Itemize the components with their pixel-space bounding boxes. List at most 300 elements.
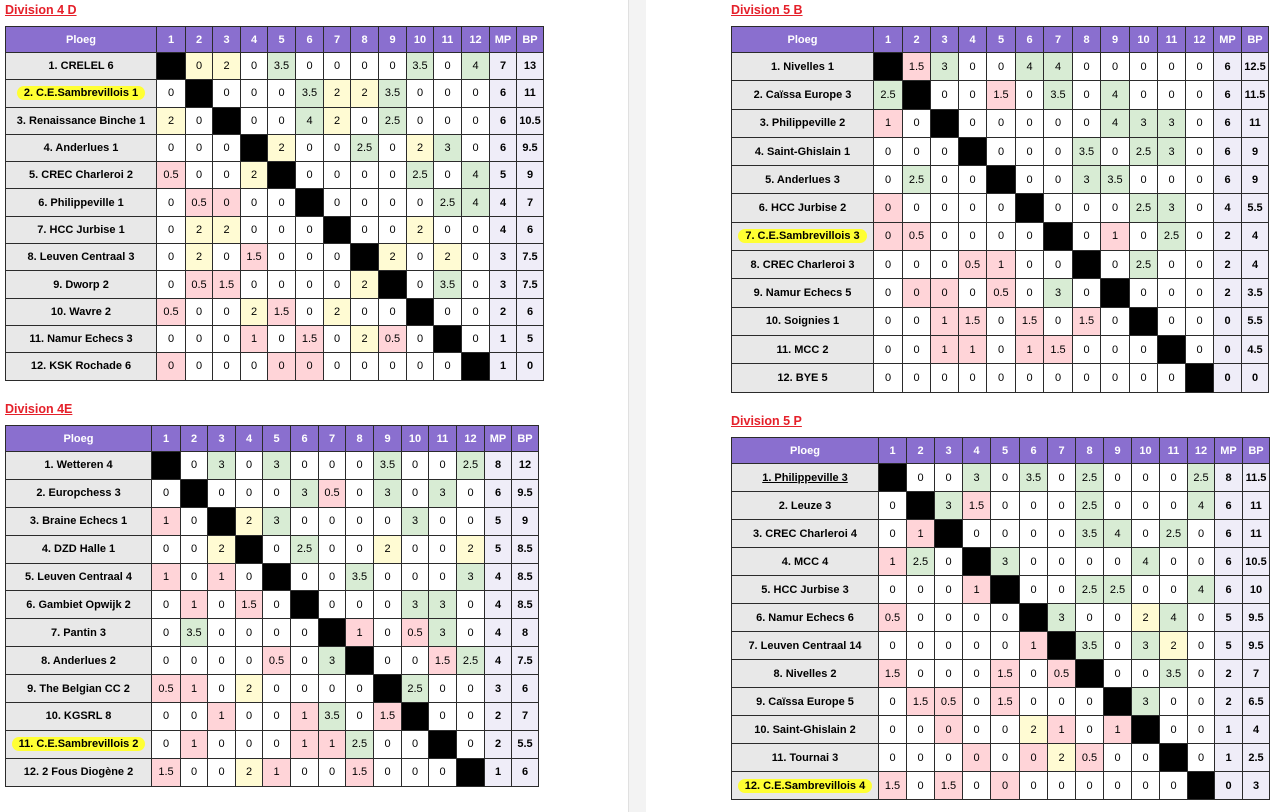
- score-cell: 3: [1130, 109, 1158, 137]
- self-match-cell: [291, 591, 319, 619]
- score-cell: 0: [907, 632, 935, 660]
- match-points-cell: 6: [490, 107, 517, 134]
- score-cell: 0: [263, 730, 291, 758]
- team-cell: [732, 632, 879, 660]
- score-cell: 0: [241, 271, 268, 298]
- score-cell: 0: [213, 134, 241, 161]
- score-cell: 0: [1048, 772, 1076, 800]
- score-cell: 0: [963, 744, 991, 772]
- team-name: 2. Europchess 3: [36, 487, 121, 500]
- header-round-8: 8: [1076, 438, 1104, 464]
- score-cell: 1.5: [903, 53, 931, 81]
- header-round-6: 6: [291, 426, 319, 452]
- team-cell: [6, 479, 152, 507]
- score-cell: 3: [291, 479, 319, 507]
- score-cell: 0: [959, 222, 987, 250]
- team-name: 12. BYE 5: [777, 371, 828, 384]
- score-cell: 2.5: [457, 647, 485, 675]
- score-cell: 0: [457, 591, 485, 619]
- score-cell: 1: [959, 335, 987, 363]
- match-points-cell: 6: [1215, 576, 1243, 604]
- score-cell: 0: [907, 660, 935, 688]
- score-cell: 0: [1020, 492, 1048, 520]
- score-cell: 1: [963, 576, 991, 604]
- team-name: 12. 2 Fous Diogène 2: [23, 766, 134, 779]
- score-cell: 2: [351, 271, 379, 298]
- score-cell: 0: [457, 730, 485, 758]
- score-cell: 0: [935, 464, 963, 492]
- table-row: [6, 80, 544, 107]
- score-cell: 0: [213, 80, 241, 107]
- match-points-cell: 2: [1214, 279, 1242, 307]
- score-cell: 0: [1132, 520, 1160, 548]
- score-cell: 3: [429, 591, 457, 619]
- score-cell: 0: [1160, 492, 1188, 520]
- score-cell: 0: [1073, 81, 1101, 109]
- score-cell: 0: [1158, 166, 1186, 194]
- score-cell: 0: [1160, 576, 1188, 604]
- score-cell: 0: [324, 162, 351, 189]
- score-cell: 0: [241, 107, 268, 134]
- score-cell: 0: [991, 772, 1020, 800]
- header-bp: BP: [517, 27, 544, 53]
- score-cell: 0: [268, 353, 296, 380]
- score-cell: 0: [181, 452, 208, 480]
- table-row: [6, 298, 544, 325]
- score-cell: 2: [236, 758, 263, 786]
- score-cell: 0: [291, 619, 319, 647]
- match-points-cell: 2: [1215, 688, 1243, 716]
- score-cell: 0: [959, 279, 987, 307]
- score-cell: 0: [1186, 307, 1214, 335]
- self-match-cell: [324, 216, 351, 243]
- score-cell: 0: [1044, 137, 1073, 165]
- self-match-cell: [1160, 744, 1188, 772]
- score-cell: 0: [931, 279, 959, 307]
- score-cell: 0: [346, 507, 374, 535]
- score-cell: 3: [931, 53, 959, 81]
- score-cell: 0.5: [157, 162, 186, 189]
- score-cell: 0: [263, 591, 291, 619]
- score-cell: 0: [291, 675, 319, 703]
- score-cell: 0: [903, 307, 931, 335]
- header-round-5: 5: [268, 27, 296, 53]
- score-cell: 0: [907, 576, 935, 604]
- score-cell: 0: [879, 520, 907, 548]
- table-row: [732, 279, 1269, 307]
- score-cell: 3.5: [1160, 660, 1188, 688]
- score-cell: 0: [407, 107, 434, 134]
- table-row: [6, 189, 544, 216]
- team-cell: [6, 675, 152, 703]
- score-cell: 0: [1158, 307, 1186, 335]
- score-cell: 2: [324, 298, 351, 325]
- score-cell: 0: [208, 730, 236, 758]
- self-match-cell: [1101, 279, 1130, 307]
- self-match-cell: [874, 53, 903, 81]
- self-match-cell: [429, 730, 457, 758]
- highlighted-team-name: 7. C.E.Sambrevillois 3: [738, 229, 866, 243]
- score-cell: 0: [429, 535, 457, 563]
- score-cell: 0: [351, 189, 379, 216]
- score-cell: 1.5: [1073, 307, 1101, 335]
- score-cell: 0: [407, 353, 434, 380]
- score-cell: 2.5: [1076, 576, 1104, 604]
- score-cell: 0: [874, 335, 903, 363]
- score-cell: 0: [291, 507, 319, 535]
- board-points-cell: 10: [1243, 576, 1270, 604]
- table-row: [6, 535, 539, 563]
- score-cell: 0.5: [319, 479, 346, 507]
- team-cell: [6, 80, 157, 107]
- match-points-cell: 4: [485, 563, 512, 591]
- self-match-cell: [907, 492, 935, 520]
- board-points-cell: 5.5: [1242, 307, 1269, 335]
- score-cell: 2: [407, 134, 434, 161]
- match-points-cell: 6: [1215, 492, 1243, 520]
- header-round-9: 9: [374, 426, 402, 452]
- header-mp: MP: [1215, 438, 1243, 464]
- score-cell: 0: [291, 452, 319, 480]
- score-cell: 1: [291, 730, 319, 758]
- header-bp: BP: [512, 426, 539, 452]
- team-cell: [6, 325, 157, 352]
- score-cell: 0: [236, 703, 263, 731]
- header-round-8: 8: [351, 27, 379, 53]
- score-cell: 0: [213, 189, 241, 216]
- score-cell: 0: [1020, 576, 1048, 604]
- team-cell: [732, 109, 874, 137]
- score-cell: 0: [186, 134, 213, 161]
- score-cell: 0: [991, 464, 1020, 492]
- header-round-12: 12: [457, 426, 485, 452]
- score-cell: 0: [152, 591, 181, 619]
- table-row: [732, 716, 1270, 744]
- score-cell: 0: [935, 744, 963, 772]
- score-cell: 0: [186, 53, 213, 80]
- score-cell: 0: [296, 162, 324, 189]
- table-row: [732, 604, 1270, 632]
- score-cell: 1: [152, 563, 181, 591]
- self-match-cell: [1188, 772, 1215, 800]
- score-cell: 0: [1048, 464, 1076, 492]
- score-cell: 0: [931, 222, 959, 250]
- score-cell: 3: [1132, 632, 1160, 660]
- score-cell: 0: [1076, 548, 1104, 576]
- header-round-10: 10: [402, 426, 429, 452]
- standings-table: [731, 26, 1269, 393]
- table-row: [6, 134, 544, 161]
- score-cell: 0: [1020, 744, 1048, 772]
- score-cell: 0: [959, 364, 987, 392]
- score-cell: 3.5: [407, 53, 434, 80]
- board-points-cell: 5.5: [1242, 194, 1269, 222]
- score-cell: 3: [991, 548, 1020, 576]
- team-cell: [732, 53, 874, 81]
- score-cell: 3.5: [1101, 166, 1130, 194]
- score-cell: 0: [931, 364, 959, 392]
- self-match-cell: [296, 189, 324, 216]
- team-cell: [6, 619, 152, 647]
- score-cell: 0: [1101, 364, 1130, 392]
- score-cell: 2.5: [1104, 576, 1132, 604]
- self-match-cell: [263, 563, 291, 591]
- score-cell: 0: [1186, 279, 1214, 307]
- score-cell: 0: [462, 298, 490, 325]
- score-cell: 0: [379, 353, 407, 380]
- score-cell: 0: [181, 535, 208, 563]
- score-cell: 4: [1101, 109, 1130, 137]
- score-cell: 0: [1186, 335, 1214, 363]
- score-cell: 3: [1132, 688, 1160, 716]
- score-cell: 1.5: [991, 660, 1020, 688]
- header-round-1: 1: [157, 27, 186, 53]
- score-cell: 0: [1048, 548, 1076, 576]
- table-row: [732, 632, 1270, 660]
- score-cell: 0: [959, 109, 987, 137]
- score-cell: 0: [987, 307, 1016, 335]
- score-cell: 0: [1132, 576, 1160, 604]
- self-match-cell: [319, 619, 346, 647]
- team-name: 4. MCC 4: [781, 555, 829, 568]
- self-match-cell: [236, 535, 263, 563]
- score-cell: 0: [374, 758, 402, 786]
- score-cell: 3: [208, 452, 236, 480]
- team-name: 7. Leuven Centraal 14: [748, 639, 862, 652]
- score-cell: 0: [987, 53, 1016, 81]
- score-cell: 2: [1132, 604, 1160, 632]
- score-cell: 2: [457, 535, 485, 563]
- score-cell: 2: [324, 80, 351, 107]
- score-cell: 0: [457, 479, 485, 507]
- header-round-11: 11: [434, 27, 462, 53]
- team-name: 12. KSK Rochade 6: [30, 360, 132, 373]
- highlighted-team-name: 12. C.E.Sambrevillois 4: [738, 779, 872, 793]
- team-name: 5. Leuven Centraal 4: [25, 571, 132, 583]
- header-mp: MP: [485, 426, 512, 452]
- score-cell: 0: [319, 507, 346, 535]
- score-cell: 0: [213, 298, 241, 325]
- score-cell: 0: [379, 162, 407, 189]
- score-cell: 1: [263, 758, 291, 786]
- self-match-cell: [208, 507, 236, 535]
- division-title: Division 4 D: [5, 3, 77, 17]
- score-cell: 0: [1101, 137, 1130, 165]
- score-cell: 0: [879, 716, 907, 744]
- score-cell: 0: [1186, 81, 1214, 109]
- score-cell: 0: [1188, 688, 1215, 716]
- match-points-cell: 0: [1214, 364, 1242, 392]
- score-cell: 0: [157, 216, 186, 243]
- score-cell: 0: [407, 271, 434, 298]
- score-cell: 0: [208, 647, 236, 675]
- score-cell: 1.5: [1016, 307, 1044, 335]
- self-match-cell: [268, 162, 296, 189]
- score-cell: 2.5: [1076, 464, 1104, 492]
- score-cell: 0: [1160, 688, 1188, 716]
- score-cell: 0: [186, 162, 213, 189]
- team-name: 9. The Belgian CC 2: [27, 682, 130, 695]
- self-match-cell: [1104, 688, 1132, 716]
- match-points-cell: 7: [490, 53, 517, 80]
- score-cell: 0: [1188, 632, 1215, 660]
- score-cell: 0: [268, 244, 296, 271]
- team-cell: [6, 507, 152, 535]
- score-cell: 3: [429, 619, 457, 647]
- score-cell: 0: [1101, 53, 1130, 81]
- header-round-9: 9: [379, 27, 407, 53]
- score-cell: 0: [1101, 194, 1130, 222]
- team-cell: [732, 604, 879, 632]
- standings-table: [731, 437, 1270, 800]
- self-match-cell: [213, 107, 241, 134]
- score-cell: 0: [351, 216, 379, 243]
- team-cell: [732, 81, 874, 109]
- match-points-cell: 5: [1215, 604, 1243, 632]
- score-cell: 1.5: [879, 660, 907, 688]
- match-points-cell: 4: [1214, 194, 1242, 222]
- score-cell: 0: [1130, 364, 1158, 392]
- score-cell: 3: [963, 464, 991, 492]
- score-cell: 1: [907, 520, 935, 548]
- header-round-4: 4: [236, 426, 263, 452]
- score-cell: 1: [208, 563, 236, 591]
- score-cell: 0: [379, 189, 407, 216]
- match-points-cell: 1: [490, 325, 517, 352]
- score-cell: 3: [1044, 279, 1073, 307]
- header-round-5: 5: [991, 438, 1020, 464]
- score-cell: 0: [324, 353, 351, 380]
- score-cell: 0: [1158, 251, 1186, 279]
- header-bp: BP: [1243, 438, 1270, 464]
- table-row: [6, 216, 544, 243]
- self-match-cell: [181, 479, 208, 507]
- score-cell: 0: [935, 604, 963, 632]
- table-row: [732, 222, 1269, 250]
- score-cell: 0: [268, 107, 296, 134]
- score-cell: 4: [1188, 576, 1215, 604]
- score-cell: 0: [1158, 81, 1186, 109]
- match-points-cell: 4: [485, 591, 512, 619]
- score-cell: 0: [462, 107, 490, 134]
- score-cell: 0: [931, 137, 959, 165]
- score-cell: 0: [324, 134, 351, 161]
- score-cell: 2.5: [1130, 137, 1158, 165]
- self-match-cell: [1020, 604, 1048, 632]
- score-cell: 0.5: [152, 675, 181, 703]
- score-cell: 1.5: [959, 307, 987, 335]
- table-row: [732, 772, 1270, 800]
- score-cell: 2: [213, 53, 241, 80]
- header-team: Ploeg: [6, 27, 157, 53]
- score-cell: 0: [1132, 744, 1160, 772]
- score-cell: 0: [963, 520, 991, 548]
- team-name: 10. KGSRL 8: [45, 710, 112, 723]
- board-points-cell: 11.5: [1243, 464, 1270, 492]
- table-row: [6, 162, 544, 189]
- score-cell: 0: [1158, 364, 1186, 392]
- score-cell: 0: [1016, 166, 1044, 194]
- score-cell: 0: [1160, 772, 1188, 800]
- score-cell: 1.5: [374, 703, 402, 731]
- score-cell: 0: [268, 216, 296, 243]
- self-match-cell: [1132, 716, 1160, 744]
- score-cell: 0: [186, 353, 213, 380]
- board-points-cell: 12: [512, 452, 539, 480]
- score-cell: 2.5: [1076, 492, 1104, 520]
- score-cell: 0: [319, 758, 346, 786]
- score-cell: 4: [1132, 548, 1160, 576]
- match-points-cell: 0: [1214, 335, 1242, 363]
- team-cell: [6, 703, 152, 731]
- match-points-cell: 4: [490, 189, 517, 216]
- team-cell: [6, 353, 157, 380]
- board-points-cell: 7: [517, 189, 544, 216]
- score-cell: 0: [462, 134, 490, 161]
- match-points-cell: 6: [490, 134, 517, 161]
- score-cell: 0: [457, 507, 485, 535]
- header-round-4: 4: [241, 27, 268, 53]
- score-cell: 0: [874, 194, 903, 222]
- score-cell: 2.5: [457, 452, 485, 480]
- score-cell: 0: [434, 162, 462, 189]
- division-title: Division 4E: [5, 402, 73, 416]
- score-cell: 0: [1044, 194, 1073, 222]
- score-cell: 0: [268, 325, 296, 352]
- team-name: 6. Philippeville 1: [38, 196, 124, 209]
- team-name: 1. Wetteren 4: [44, 459, 113, 472]
- score-cell: 0: [1076, 772, 1104, 800]
- score-cell: 0: [1044, 364, 1073, 392]
- board-points-cell: 4.5: [1242, 335, 1269, 363]
- score-cell: 0: [1186, 137, 1214, 165]
- score-cell: 0: [319, 452, 346, 480]
- board-points-cell: 6: [517, 216, 544, 243]
- score-cell: 0: [213, 325, 241, 352]
- score-cell: 3.5: [268, 53, 296, 80]
- team-name: 5. Anderlues 3: [765, 173, 840, 186]
- header-round-3: 3: [208, 426, 236, 452]
- score-cell: 0: [407, 80, 434, 107]
- score-cell: 0: [208, 675, 236, 703]
- team-name: 8. Nivelles 2: [773, 667, 837, 680]
- self-match-cell: [1016, 194, 1044, 222]
- self-match-cell: [1073, 251, 1101, 279]
- team-name: 6. HCC Jurbise 2: [758, 202, 847, 215]
- score-cell: 1.5: [213, 271, 241, 298]
- header-round-3: 3: [213, 27, 241, 53]
- self-match-cell: [157, 53, 186, 80]
- table-row: [732, 53, 1269, 81]
- score-cell: 0: [931, 251, 959, 279]
- score-cell: 3: [434, 134, 462, 161]
- score-cell: 3.5: [296, 80, 324, 107]
- score-cell: 0: [935, 632, 963, 660]
- self-match-cell: [374, 675, 402, 703]
- score-cell: 0: [296, 271, 324, 298]
- match-points-cell: 2: [1214, 251, 1242, 279]
- score-cell: 4: [1101, 81, 1130, 109]
- score-cell: 0: [963, 632, 991, 660]
- score-cell: 0: [959, 194, 987, 222]
- score-cell: 0: [296, 216, 324, 243]
- board-points-cell: 8.5: [512, 563, 539, 591]
- score-cell: 0: [236, 730, 263, 758]
- score-cell: 0: [1104, 492, 1132, 520]
- score-cell: 0: [991, 492, 1020, 520]
- score-cell: 4: [296, 107, 324, 134]
- score-cell: 3.5: [374, 452, 402, 480]
